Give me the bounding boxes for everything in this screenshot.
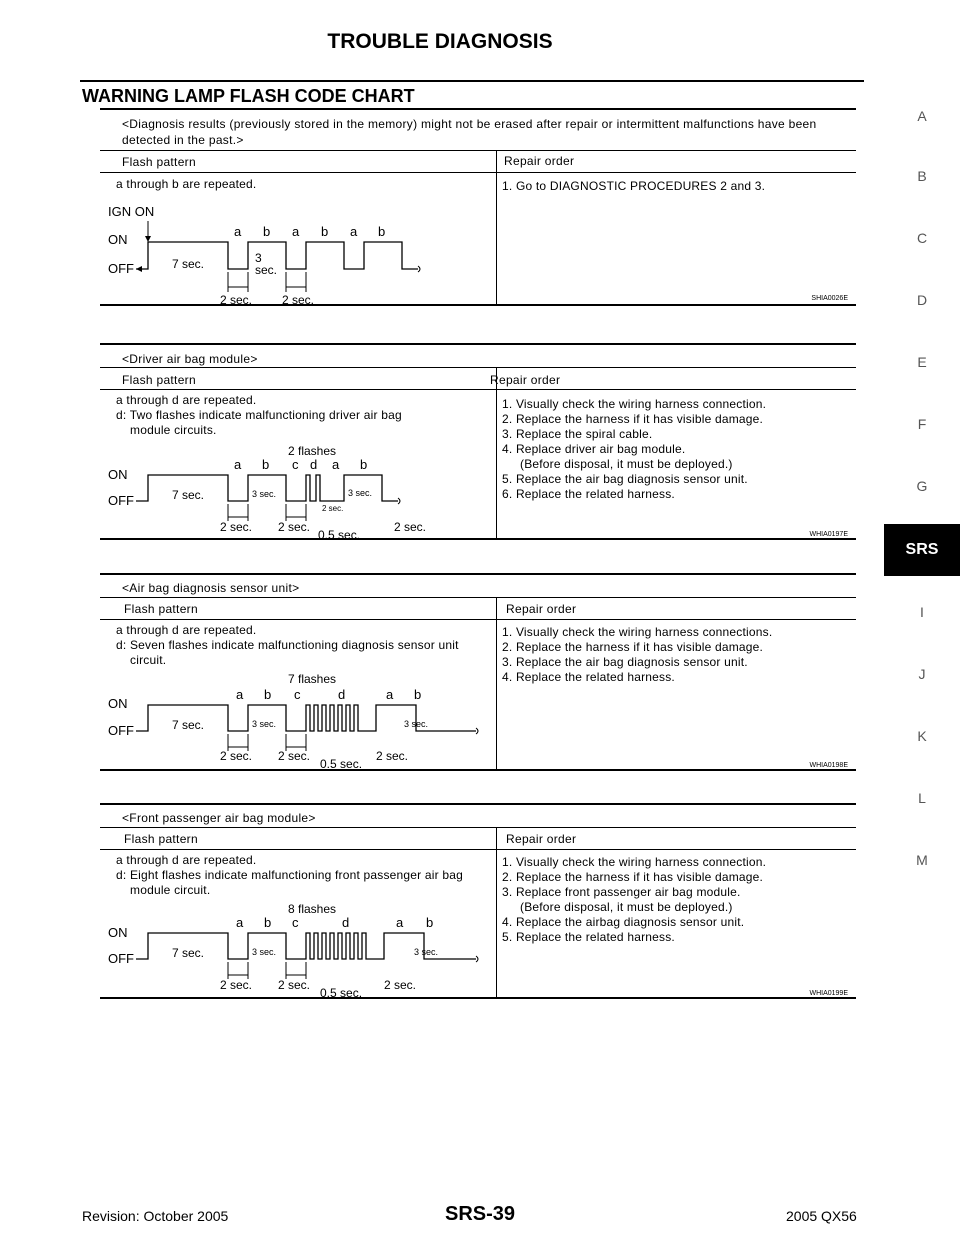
half-sec-label: 0.5 sec. xyxy=(318,528,361,541)
repair-step: 1. Visually check the wiring harness connections. xyxy=(502,625,773,639)
two-sec-label: 2 sec. xyxy=(220,749,253,763)
segment-letter: b xyxy=(414,687,422,702)
three-sec-label: 3 sec. xyxy=(252,947,277,957)
flash-pattern-header: Flash pattern xyxy=(122,155,196,169)
two-sec-label: 2 sec. xyxy=(278,749,311,763)
on-label: ON xyxy=(108,232,128,247)
desc-line: circuit. xyxy=(130,653,167,667)
repair-step: 3. Replace the spiral cable. xyxy=(502,427,653,441)
two-sec-label: 2 sec. xyxy=(278,978,311,992)
three-sec-label: 3 sec. xyxy=(252,489,277,499)
three-sec-label: 3 sec. xyxy=(414,947,439,957)
segment-letter: d xyxy=(310,457,318,472)
side-tab-e[interactable]: E xyxy=(917,354,927,370)
seven-sec-label: 7 sec. xyxy=(172,946,205,960)
side-tab-g[interactable]: G xyxy=(916,478,928,494)
two-sec-label: 2 sec. xyxy=(376,749,409,763)
repair-steps xyxy=(502,179,765,194)
divider xyxy=(100,597,856,598)
desc-line: d: Seven flashes indicate malfunctioning diagnosis sensor unit xyxy=(116,638,459,652)
desc-line: module circuit. xyxy=(130,883,211,897)
break-mark xyxy=(476,956,478,962)
repair-step: 5. Replace the air bag diagnosis sensor unit. xyxy=(502,472,748,486)
figure-id: WHIA0199E xyxy=(809,990,848,997)
divider xyxy=(100,619,856,620)
pattern-description xyxy=(116,623,459,668)
flashes-label: 2 flashes xyxy=(288,444,337,458)
half-sec-label: 0.5 sec. xyxy=(320,757,363,771)
segment-letter: b xyxy=(426,915,434,930)
repair-steps xyxy=(502,625,772,685)
repair-steps xyxy=(502,397,766,502)
side-tab-c[interactable]: C xyxy=(916,230,928,246)
desc-line: d: Two flashes indicate malfunctioning driver air bag xyxy=(116,408,402,422)
flash-pattern-header: Flash pattern xyxy=(124,602,198,616)
repair-order-header: Repair order xyxy=(504,154,575,168)
two-sec-label: 2 sec. xyxy=(384,978,417,992)
three-sec-label: sec. xyxy=(255,263,278,277)
desc-line: a through b are repeated. xyxy=(116,177,257,191)
pattern-description xyxy=(116,393,402,438)
divider xyxy=(100,150,856,151)
panel-note xyxy=(122,116,817,148)
repair-step: 4. Replace the related harness. xyxy=(502,670,675,684)
divider xyxy=(100,172,856,173)
repair-step: 1. Visually check the wiring harness connection. xyxy=(502,397,767,411)
flash-code-panel-2 xyxy=(100,343,856,540)
footer-model: 2005 QX56 xyxy=(786,1208,857,1224)
side-tab-j[interactable]: J xyxy=(918,666,926,682)
repair-step: 2. Replace the harness if it has visible damage. xyxy=(502,640,764,654)
side-tab-b[interactable]: B xyxy=(917,168,927,184)
off-label: OFF xyxy=(108,951,134,966)
desc-line: module circuits. xyxy=(130,423,217,437)
segment-letter: b xyxy=(262,457,270,472)
side-tab-m[interactable]: M xyxy=(916,852,928,868)
repair-order-header: Repair order xyxy=(506,832,577,846)
on-label: ON xyxy=(108,467,128,482)
repair-order-header: Repair order xyxy=(490,373,561,387)
three-sec-label: 3 sec. xyxy=(252,719,277,729)
side-tab-a[interactable]: A xyxy=(917,108,927,124)
side-tab-i[interactable]: I xyxy=(920,604,924,620)
desc-line: a through d are repeated. xyxy=(116,623,257,637)
three-sec-label: 3 xyxy=(255,251,262,265)
flash-timing-diagram xyxy=(100,901,496,1001)
segment-letter: a xyxy=(234,224,242,239)
two-sec-label: 2 sec. xyxy=(394,520,427,534)
seven-sec-label: 7 sec. xyxy=(172,257,205,271)
segment-letter: a xyxy=(236,687,244,702)
panel-note: <Front passenger air bag module> xyxy=(122,811,316,825)
segment-letter: a xyxy=(292,224,300,239)
desc-line: d: Eight flashes indicate malfunctioning front passenger air bag xyxy=(116,868,464,882)
seven-sec-label: 7 sec. xyxy=(172,488,205,502)
flash-pattern-header: Flash pattern xyxy=(124,832,198,846)
repair-step: 1. Visually check the wiring harness connection. xyxy=(502,855,767,869)
repair-step: 2. Replace the harness if it has visible damage. xyxy=(502,870,764,884)
flash-code-panel-1 xyxy=(100,108,856,306)
half-sec-label: 0.5 sec. xyxy=(320,986,363,1000)
column-divider xyxy=(496,367,497,540)
three-sec-label: 3 sec. xyxy=(348,488,373,498)
side-tab-d[interactable]: D xyxy=(916,292,928,308)
segment-letter: d xyxy=(342,915,350,930)
repair-step-note: (Before disposal, it must be deployed.) xyxy=(520,900,733,914)
repair-step: 6. Replace the related harness. xyxy=(502,487,675,501)
two-sec-small-label: 2 sec. xyxy=(322,504,344,513)
repair-order-header: Repair order xyxy=(506,602,577,616)
divider xyxy=(100,367,856,368)
repair-step: 4. Replace driver air bag module. xyxy=(502,442,686,456)
off-label: OFF xyxy=(108,261,134,276)
flashes-label: 8 flashes xyxy=(288,902,337,916)
segment-letter: b xyxy=(263,224,271,239)
repair-steps xyxy=(502,855,766,945)
flash-code-panel-3 xyxy=(100,573,856,771)
figure-id: WHIA0198E xyxy=(809,762,848,769)
flash-timing-diagram xyxy=(100,441,496,541)
column-divider xyxy=(496,597,497,771)
segment-letter: b xyxy=(360,457,368,472)
two-sec-label: 2 sec. xyxy=(282,293,315,306)
segment-letter: a xyxy=(350,224,358,239)
segment-letter: a xyxy=(236,915,244,930)
segment-letter: c xyxy=(294,687,301,702)
section-title: WARNING LAMP FLASH CODE CHART xyxy=(82,86,415,106)
repair-step: 3. Replace the air bag diagnosis sensor unit. xyxy=(502,655,748,669)
two-sec-label: 2 sec. xyxy=(220,520,253,534)
divider xyxy=(100,389,856,390)
divider xyxy=(100,827,856,828)
desc-line: a through d are repeated. xyxy=(116,853,257,867)
segment-letter: d xyxy=(338,687,346,702)
on-label: ON xyxy=(108,696,128,711)
two-sec-label: 2 sec. xyxy=(220,293,253,306)
segment-letter: c xyxy=(292,915,299,930)
repair-step: 2. Replace the harness if it has visible damage. xyxy=(502,412,764,426)
two-sec-label: 2 sec. xyxy=(278,520,311,534)
flash-code-panel-4 xyxy=(100,803,856,999)
flash-timing-diagram xyxy=(100,671,496,771)
flash-pattern-header: Flash pattern xyxy=(122,373,196,387)
note-line: detected in the past.> xyxy=(122,133,244,147)
segment-letter: c xyxy=(292,457,299,472)
seven-sec-label: 7 sec. xyxy=(172,718,205,732)
panel-note: <Driver air bag module> xyxy=(122,352,258,366)
segment-letter: a xyxy=(234,457,242,472)
repair-step: 3. Replace front passenger air bag module. xyxy=(502,885,741,899)
pattern-description xyxy=(116,853,463,898)
column-divider xyxy=(496,150,497,306)
page-title: TROUBLE DIAGNOSIS xyxy=(327,30,553,53)
break-mark xyxy=(476,728,478,734)
footer-page-number: SRS-39 xyxy=(444,1203,516,1225)
on-label: ON xyxy=(108,925,128,940)
repair-step: 5. Replace the related harness. xyxy=(502,930,675,944)
segment-letter: a xyxy=(396,915,404,930)
flashes-label: 7 flashes xyxy=(288,672,337,686)
header-rule xyxy=(80,80,864,82)
side-tab-k[interactable]: K xyxy=(917,728,927,744)
side-tab-srs[interactable]: SRS xyxy=(884,524,960,576)
repair-step-note: (Before disposal, it must be deployed.) xyxy=(520,457,733,471)
repair-step: 4. Replace the airbag diagnosis sensor unit. xyxy=(502,915,745,929)
footer-revision: Revision: October 2005 xyxy=(82,1208,229,1224)
figure-id: WHIA0197E xyxy=(809,531,848,538)
repair-step: 1. Go to DIAGNOSTIC PROCEDURES 2 and 3. xyxy=(502,179,766,193)
segment-letter: b xyxy=(264,687,272,702)
segment-letter: b xyxy=(264,915,272,930)
column-divider xyxy=(496,827,497,999)
segment-letter: a xyxy=(332,457,340,472)
two-sec-label: 2 sec. xyxy=(220,978,253,992)
off-label: OFF xyxy=(108,493,134,508)
panel-note: <Air bag diagnosis sensor unit> xyxy=(122,581,300,595)
figure-id: SHIA0026E xyxy=(811,295,848,302)
segment-letter: b xyxy=(378,224,386,239)
three-sec-label: 3 sec. xyxy=(404,719,429,729)
ign-on-label: IGN ON xyxy=(108,204,155,219)
segment-letter: a xyxy=(386,687,394,702)
divider xyxy=(100,849,856,850)
side-tab-l[interactable]: L xyxy=(918,790,926,806)
off-label: OFF xyxy=(108,723,134,738)
side-tab-f[interactable]: F xyxy=(917,416,927,432)
desc-line: a through d are repeated. xyxy=(116,393,257,407)
note-line: <Diagnosis results (previously stored in the memory) might not be erased after repair or intermittent malfunctions have been xyxy=(122,117,817,131)
flash-timing-diagram xyxy=(100,176,496,306)
segment-letter: b xyxy=(321,224,329,239)
